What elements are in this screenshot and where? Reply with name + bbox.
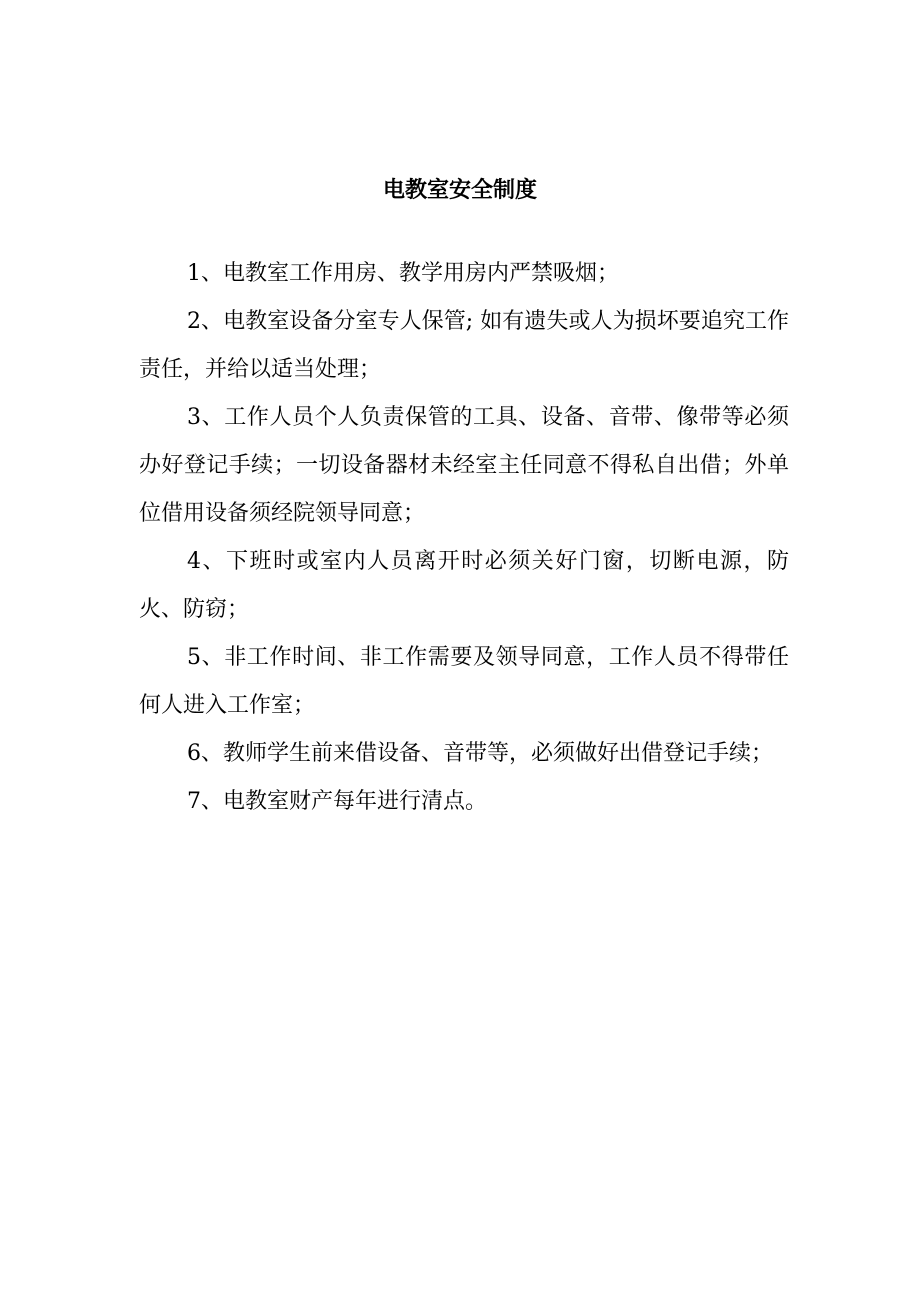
clause-2: 2、电教室设备分室专人保管; 如有遗失或人为损坏要追究工作责任，并给以适当处理； xyxy=(139,309,789,382)
clause-4: 4、下班时或室内人员离开时必须关好门窗，切断电源，防火、防窃； xyxy=(139,549,789,622)
clause-3: 3、工作人员个人负责保管的工具、设备、音带、像带等必须办好登记手续；一切设备器材未经室主任同意不得私自出借；外单位借用设备须经院领导同意； xyxy=(139,405,789,526)
document-body xyxy=(139,250,789,826)
clause-5: 5、非工作时间、非工作需要及领导同意，工作人员不得带任何人进入工作室； xyxy=(139,645,789,718)
clause-7: 7、电教室财产每年进行清点。 xyxy=(187,789,487,814)
clause-6: 6、教师学生前来借设备、音带等，必须做好出借登记手续； xyxy=(187,741,773,766)
clause-1: 1、电教室工作用房、教学用房内严禁吸烟； xyxy=(187,261,619,286)
document-title: 电教室安全制度 xyxy=(382,177,537,203)
